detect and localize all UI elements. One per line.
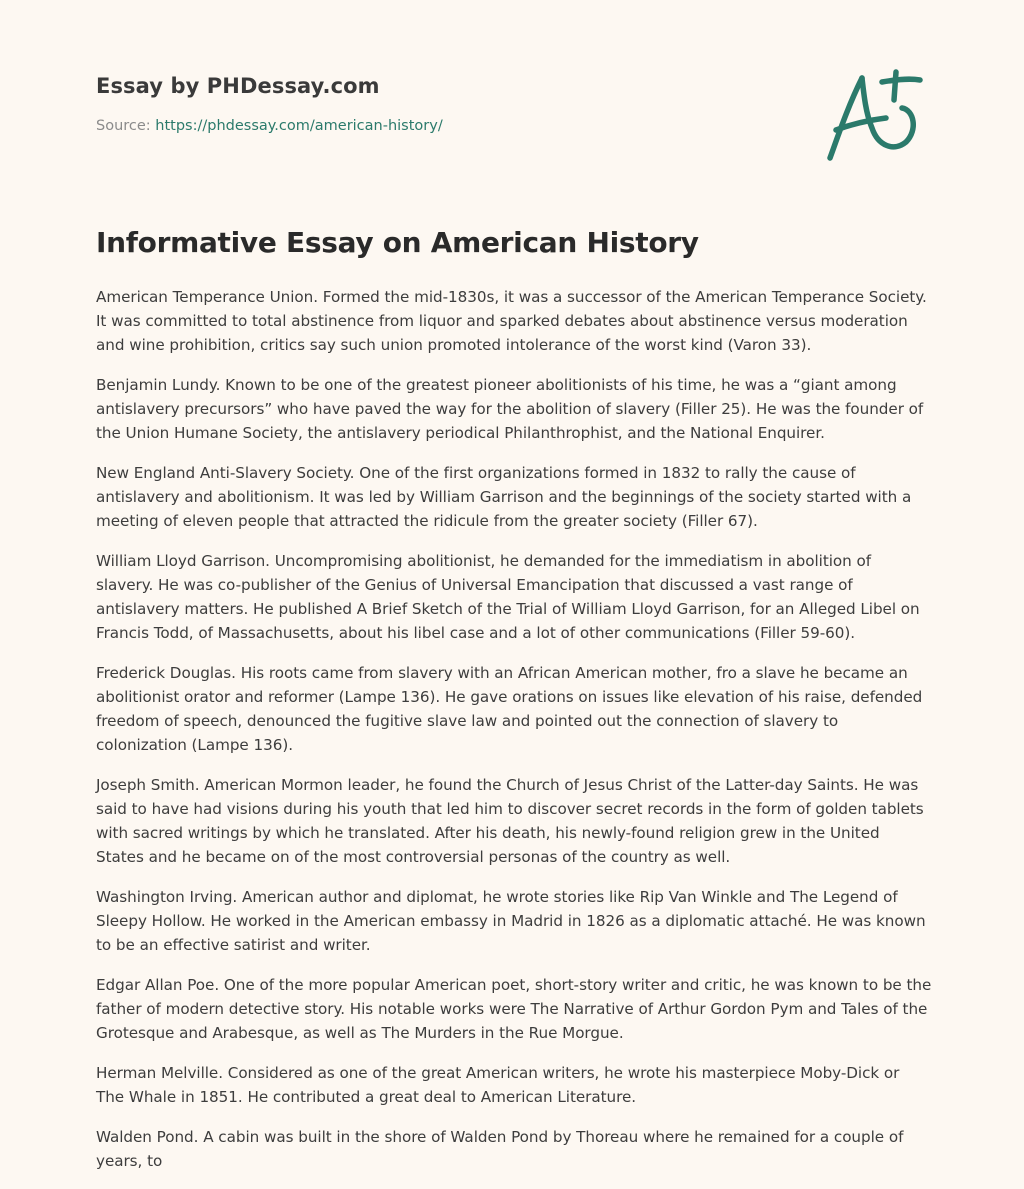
source-link[interactable]: https://phdessay.com/american-history/ <box>155 118 443 134</box>
source-line <box>96 118 928 134</box>
essay-paragraph: William Lloyd Garrison. Uncompromising abolitionist, he demanded for the immediatism in abolition of slavery. He was co-publisher of the Genius of Universal Emancipation that discussed a vast range of antislavery matters. He published A Brief Sketch of the Trial of William Lloyd Garrison, for an Alleged Libel on Francis Todd, of Massachusetts, about his libel case and a lot of other communications (Filler 59-60). <box>96 552 920 642</box>
essay-header <box>96 74 928 134</box>
essay-title: Informative Essay on American History <box>96 226 699 259</box>
essay-paragraph: Benjamin Lundy. Known to be one of the greatest pioneer abolitionists of his time, he was a “giant among antislavery precursors” who have paved the way for the abolition of slavery (Filler 25). He was the founder of the Union Humane Society, the antislavery periodical Philanthrophist, and the National Enquirer. <box>96 376 924 442</box>
essay-paragraph: Walden Pond. A cabin was built in the shore of Walden Pond by Thoreau where he remained for a couple of years, to <box>96 1128 904 1170</box>
essay-paragraph: American Temperance Union. Formed the mid-1830s, it was a successor of the American Temperance Society. It was committed to total abstinence from liquor and sparked debates about abstinence versus moderation and wine prohibition, critics say such union promoted intolerance of the worst kind (Varon 33). <box>96 288 927 354</box>
essay-body <box>96 285 932 1189</box>
essay-paragraph: Washington Irving. American author and diplomat, he wrote stories like Rip Van Winkle and The Legend of Sleepy Hollow. He worked in the American embassy in Madrid in 1826 as a diplomatic attaché. He was known to be an effective satirist and writer. <box>96 888 926 954</box>
essay-paragraph: Herman Melville. Considered as one of the great American writers, he wrote his masterpiece Moby-Dick or The Whale in 1851. He contributed a great deal to American Literature. <box>96 1064 900 1106</box>
essay-paragraph: Frederick Douglas. His roots came from slavery with an African American mother, fro a slave he became an abolitionist orator and reformer (Lampe 136). He gave orations on issues like elevation of his raise, defended freedom of speech, denounced the fugitive slave law and pointed out the connection of slavery to colonization (Lampe 136). <box>96 664 923 754</box>
source-label: Source: <box>96 118 151 134</box>
site-brand: Essay by PHDessay.com <box>96 74 380 98</box>
essay-paragraph: Joseph Smith. American Mormon leader, he found the Church of Jesus Christ of the Latter-day Saints. He was said to have had visions during his youth that led him to discover secret records in the form of golden tablets with sacred writings by which he translated. After his death, his newly-found religion grew in the United States and he became on of the most controversial personas of the country as well. <box>96 776 924 866</box>
essay-paragraph: Edgar Allan Poe. One of the more popular American poet, short-story writer and critic, he was known to be the father of modern detective story. His notable works were The Narrative of Arthur Gordon Pym and Tales of the Grotesque and Arabesque, as well as The Murders in the Rue Morgue. <box>96 976 932 1042</box>
a-plus-grade-icon <box>822 66 928 166</box>
essay-paragraph: New England Anti-Slavery Society. One of the first organizations formed in 1832 to rally the cause of antislavery and abolitionism. It was led by William Garrison and the beginnings of the society started with a meeting of eleven people that attracted the ridicule from the greater society (Filler 67). <box>96 464 912 530</box>
